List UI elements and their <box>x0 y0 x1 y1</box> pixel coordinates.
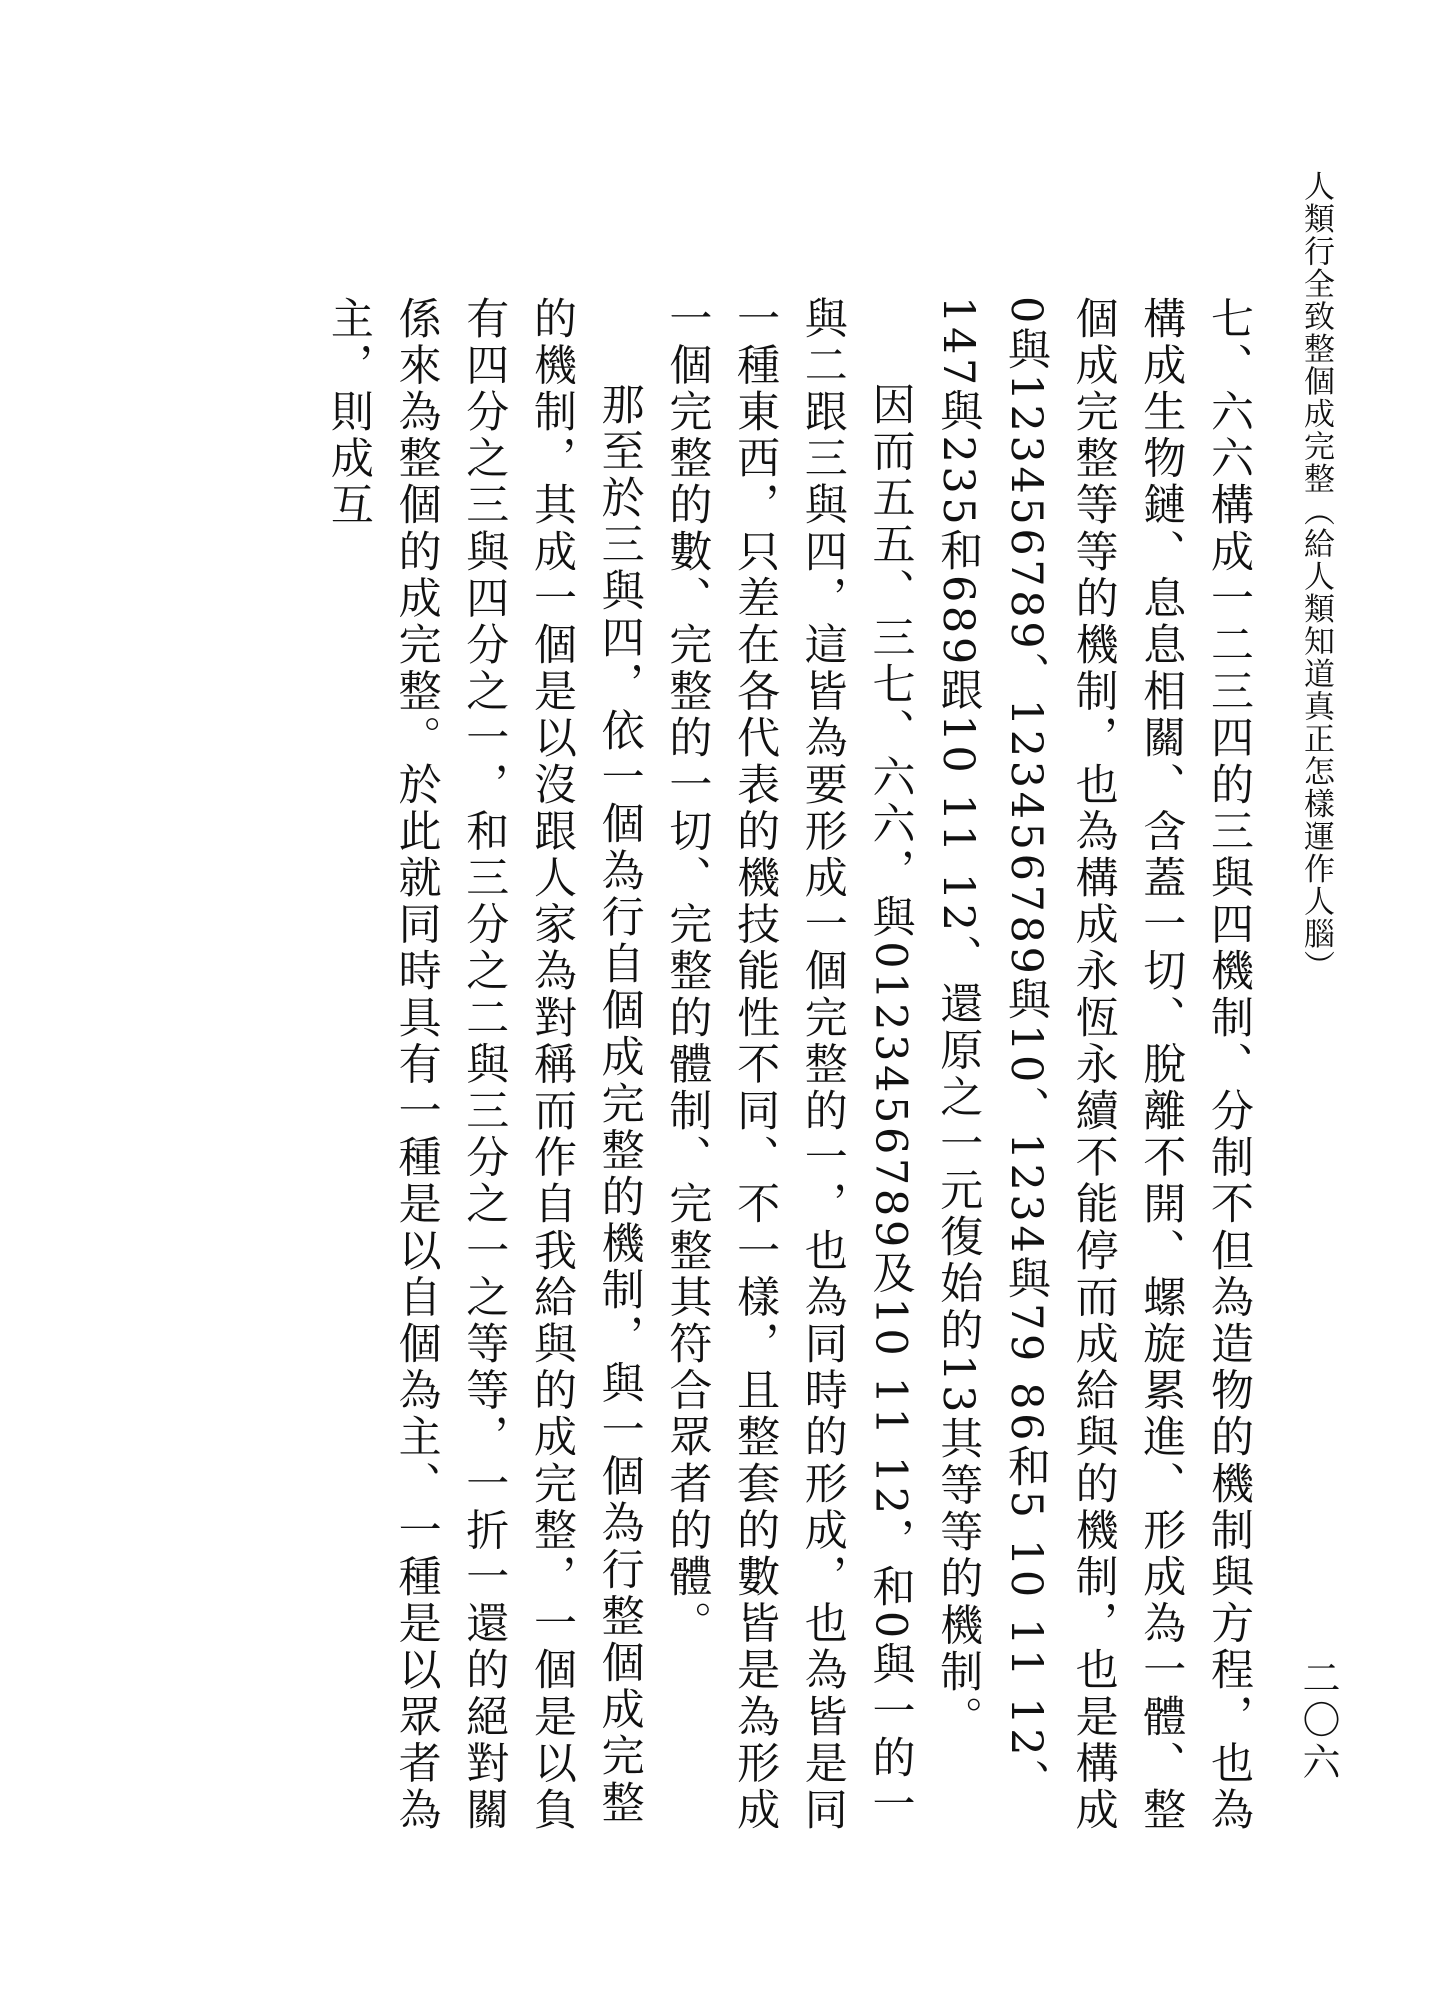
page-number: 二〇六 <box>1296 1658 1340 1784</box>
body-text <box>242 296 1262 1856</box>
paragraph-3: 那至於三與四，依一個為行自個成完整的機制，與一個為行整個成完整的機制，其成一個是以沒跟人家為對稱而作自我給與的成完整，一個是以負有四分之三與四分之一，和三分之二與三分之一之等等，一折一還的絕對關係來為整個的成完整。於此就同時具有一種是以自個為主、一種是以眾者為主，則成互 <box>323 296 645 1834</box>
running-title: 人類行全致整個成完整（給人類知道真正怎樣運作人腦） <box>1298 170 1334 983</box>
paragraph-1: 七、六六構成一二三四的三與四機制、分制不但為造物的機制與方程，也為構成生物鏈、息息相關、含蓋一切、脫離不開、螺旋累進、形成為一體、整個成完整等等的機制，也為構成永恆永續不能停而成給與的機制，也是構成0與123456789、123456789與10、1234與79 86和5 10 11 12、147與235和689跟10 11 12、還原之一元復始的13其等等的機制。 <box>933 296 1254 1834</box>
paragraph-2: 因而五五、三七、六六，與0123456789及10 11 12，和0與一的一與二跟三與四，這皆為要形成一個完整的一，也為同時的形成，也為皆是同一種東西，只差在各代表的機技能性不同、不一樣，且整套的數皆是為形成一個完整的數、完整的一切、完整的體制、完整其符合眾者的體。 <box>662 296 916 1834</box>
